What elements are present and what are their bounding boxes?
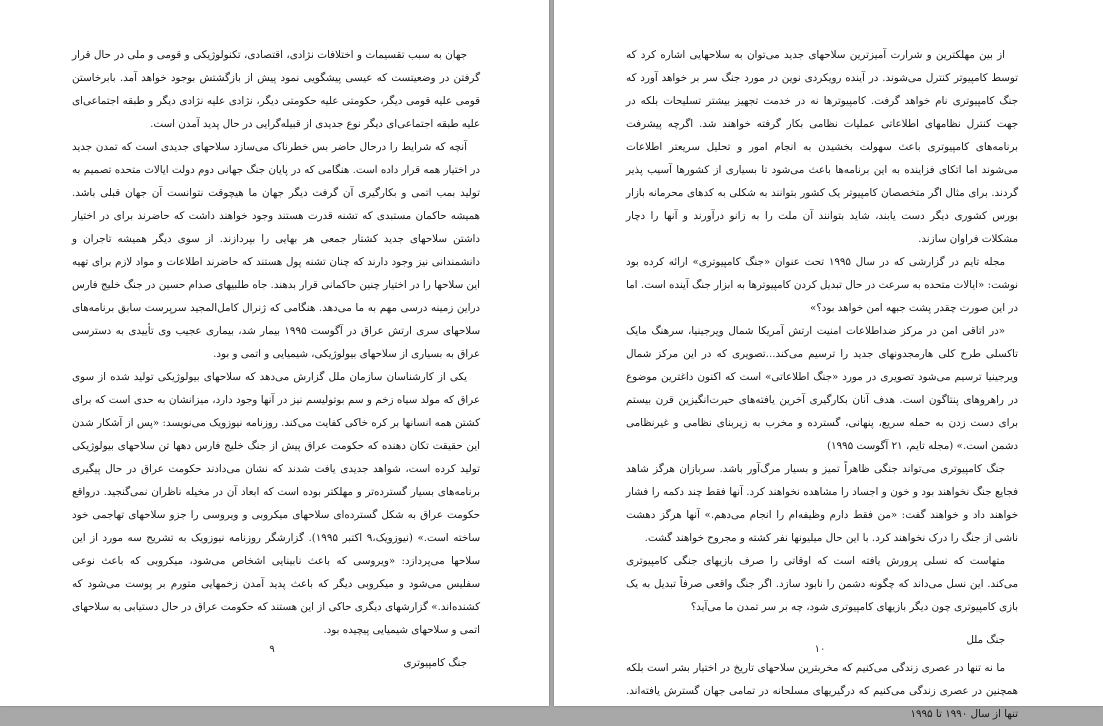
paragraph: از بین مهلکترین و شرارت آمیزترین سلاحهای جدید می‌توان به سلاحهایی اشاره کرد که توسط کامپیوتر کنترل می‌شوند. در آینده رویکردی نوین در مورد جنگ سر بر خواهد آورد که جنگ کامپیوتری نام خواهد گرفت. کامپیوترها نه در خدمت تجهیز بیشتر تسلیحات بلکه در جهت کنترل نظامهای اطلاعاتی عملیات نظامی بکار گرفته خواهند شد. اگرچه پیشرفت برنامه‌های کامپیوتری باعث سهولت بخشیدن به انجام امور و تحلیل سریعتر اطلاعات می‌شوند اما اتکای فزاینده به این برنامه‌ها باعث می‌شود تا بسیاری از کشورها آسیب پذیر گردند. برای مثال اگر متخصصان کامپیوتر یک کشور بتوانند به شکلی به کدهای محرمانه بازار بورس کشوری دیگر دست یابند، شاید بتوانند آن ملت را به زانو درآورند و آنها را دچار مشکلات فراوان سازند. [626, 49, 1018, 245]
page-text-block [626, 44, 1018, 726]
page-number: ۱۰ [814, 644, 826, 655]
paragraph: جهان به سبب تقسیمات و اختلافات نژادی، اقتصادی، تکنولوژیکی و قومی و ملی در حال قرار گرفتن در وضعیتست که عیسی پیشگویی نمود پیش از بازگشتش بوجود خواهد آمد. بابرخاستن قومی علیه قومی دیگر، حکومتی علیه حکومتی دیگر، نژادی علیه نژادی دیگر و طبقه اجتماعی‌ای علیه طبقه اجتماعی‌ای دیگر نوع جدیدی از قبیله‌گرایی در حال پدید آمدن است. [72, 49, 480, 130]
paragraph: آنچه که شرایط را درحال حاضر بس خطرناک می‌سازد سلاحهای جدیدی است که تمدن جدید در اختیار همه قرار داده است. هنگامی که در پایان جنگ جهانی دوم دولت ایالات متحده تصمیم به تولید بمب اتمی و بکارگیری آن گرفت دیگر جهان ما هیچوقت نتوانست آن جهان قبلی باشد. همیشه حاکمان مستبدی که تشنه قدرت هستند وجود خواهند داشت که حاضرند برای در اختیار داشتن سلاحهای جدید کشتار جمعی هر بهایی را بپردازند. از سوی دیگر همیشه تاجران و دانشمندانی نیز وجود دارند که چنان تشنه پول هستند که حاضرند اطلاعات و مواد لازم برای تهیه این سلاحها را در اختیار چنین حاکمانی قرار بدهند. جاه طلبیهای صدام حسین در جنگ خلیج فارس دراین زمینه درسی مهم به ما می‌دهد. هنگامی که ژنرال کامل‌المجید سرپرست سابق برنامه‌های سلاحهای سری ارتش عراق در آگوست ۱۹۹۵ بیمار شد، بیماری عجیب وی تأییدی به دسترسی عراق به بسیاری از سلاحهای بیولوژیکی، شیمیایی و اتمی و بود. [72, 141, 480, 360]
paragraph: مجله تایم در گزارشی که در سال ۱۹۹۵ تحت عنوان «جنگ کامپیوتری» ارائه کرده بود نوشت: «ایالات متحده به سرعت در حال تبدیل کردن کامپیوترها به ابزار جنگ آینده است. اما در این صورت چقدر پشت جبهه امن خواهد بود؟» [626, 256, 1018, 314]
page-number: ۹ [269, 644, 275, 655]
document-page-right [554, 0, 1103, 720]
page-text-block [72, 44, 480, 680]
section-heading: جنگ کامپیوتری [403, 657, 467, 669]
document-page-left [0, 0, 549, 706]
paragraph: «در اتاقی امن در مرکز ضداطلاعات امنیت ارتش آمریکا شمال ویرجینیا، سرهنگ مایک تاکسلی طرح کلی هارمجدونهای جدید را ترسیم می‌کند...تصویری که در این مرکز شمال ویرجینیا ترسیم می‌شود تصویری در مورد «جنگ اطلاعاتی» است که اکنون داغترین موضوع در راهروهای پنتاگون است. هدف آنان بکارگیری آخرین یافته‌های حیرت‌انگیزین قرن بیستم برای دست زدن به حمله سریع، پنهانی، گسترده و مخرب به زیربنای نظامی و غیرنظامی دشمن است.» (مجله تایم، ۲۱ آگوست ۱۹۹۵) [626, 325, 1018, 452]
paragraph: ما نه تنها در عصری زندگی می‌کنیم که مخربترین سلاحهای تاریخ در اختیار بشر است بلکه همچنین در عصری زندگی می‌کنیم که درگیریهای مسلحانه در تمامی جهان گسترش یافته‌اند. تنها از سال ۱۹۹۰ تا ۱۹۹۵ [626, 662, 1018, 720]
paragraph: متهاست که نسلی پرورش یافته است که اوقاتی را صرف بازیهای جنگی کامپیوتری می‌کند. این نسل می‌داند که چگونه دشمن را نابود سازد. اگر جنگ واقعی صرفاً تبدیل به یک بازی کامپیوتری چون دیگر بازیهای کامپیوتری شود، چه بر سر تمدن ما می‌آید؟ [626, 555, 1018, 613]
paragraph: یکی از کارشناسان سازمان ملل گزارش می‌دهد که سلاحهای بیولوژیکی تولید شده از سوی عراق که مولد سیاه زخم و سم بوتولیسم نیز در آنها وجود دارد، میزانشان به حدی است که برای کشتن همه انسانها بر کره خاکی کفایت می‌کند. روزنامه نیوزویک می‌نویسد: «پس از آشکار شدن این حقیقت تکان دهنده که حکومت عراق پیش از جنگ خلیج فارس دهها تن سلاحهای بیولوژیکی تولید کرده است، شواهد جدیدی یافت شدند که نشان می‌دادند حکومت عراق در حال پیگیری برنامه‌های بسیار گسترده‌تر و مهلکتر بوده است که ابعاد آن در مخیله ناظران نمی‌گنجید. درواقع حکومت عراق به شکل گسترده‌ای سلاحهای میکروبی و ویروسی را جزو سلاحهای تهاجمی خود ساخته است.» (نیوزویک،۹ اکتبر ۱۹۹۵). گزارشگر روزنامه نیوزویک به تشریح سه مورد از این سلاحها می‌پردازد: «ویروسی که باعث نابینایی اشخاص می‌شود، میکروبی که باعث نوعی سفلیس می‌شود و میکروبی دیگر که باعث پدید آمدن زخمهایی متورم بر پوست می‌شود که کشنده‌اند.» گزارشهای دیگری حاکی از این هستند که حکومت عراق در حال دستیابی به سلاحهای اتمی و سلاحهای شیمیایی پیچیده بود. [72, 371, 480, 636]
paragraph: جنگ کامپیوتری می‌تواند جنگی ظاهراً تمیز و بسیار مرگ‌آور باشد. سربازان هرگز شاهد فجایع جنگ نخواهند بود و خون و اجساد را مشاهده نخواهند کرد. آنها فقط چند دکمه را فشار خواهند داد و خواهند گفت: «من فقط دارم وظیفه‌ام را انجام می‌دهم.» آنها هرگز دهشت ناشی از جنگ را درک نخواهند کرد. با این حال میلیونها نفر کشته و مجروح خواهند گشت. [626, 463, 1018, 544]
section-heading: جنگ ملل [966, 634, 1005, 646]
